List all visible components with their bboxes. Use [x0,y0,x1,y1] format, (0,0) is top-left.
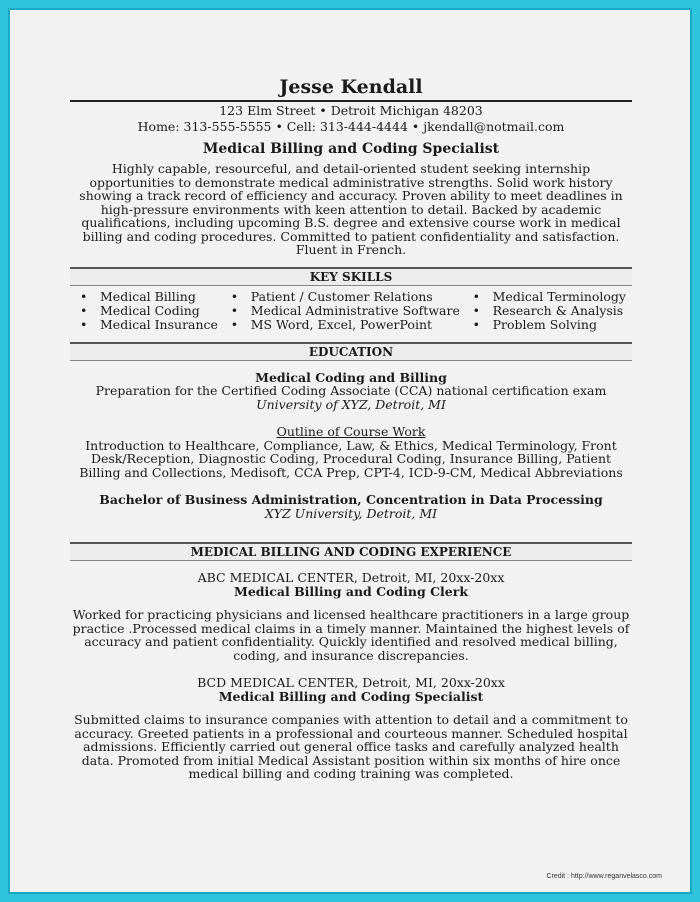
skill-item: • Research & Analysis [469,304,626,318]
job-2-description: Submitted claims to insurance companies with attention to detail and a commitment to accuracy. Greeted patients in a professional and courteous manner. Scheduled hospital admissions. Efficiently carried out general office tasks and carefully analyzed health data. Promoted from initial Medical Assistant position within six months of hire once medical billing and coding training was completed. [74,712,628,781]
education-program: Medical Coding and Billing [255,369,447,385]
summary-paragraph: Highly capable, resourceful, and detail-oriented student seeking internship opportunities to demonstrate medical administrative strengths. Solid work history showing a track record of efficiency and accuracy. Proven ability to meet deadlines in high-pressure environments with keen attention to detail. Backed by academic qualifications, including upcoming B.S. degree and extensive course work in medical billing and coding procedures. Committed to patient confidentiality and satisfaction. Fluent in French. [79,161,623,257]
job-1-employer: ABC MEDICAL CENTER, Detroit, MI, 20xx-20xx [197,570,505,585]
contact-phones-email: Home: 313-555-5555 • Cell: 313-444-4444 • jkendall@notmail.com [137,119,565,134]
course-outline-text: Introduction to Healthcare, Compliance, Law, & Ethics, Medical Terminology, Front Desk/Reception, Diagnostic Coding, Procedural Coding, Insurance Billing, Patient Billing and Collections, Medisoft, CCA Prep, CPT-4, ICD-9-CM, Medical Abbreviations [79,437,623,480]
skill-item: • Patient / Customer Relations [227,290,460,304]
skill-item: • Problem Solving [469,318,626,332]
skills-column-1 [76,290,218,332]
section-heading-experience: MEDICAL BILLING AND CODING EXPERIENCE [70,542,632,561]
education-program-school: University of XYZ, Detroit, MI [256,396,446,412]
skill-item: • MS Word, Excel, PowerPoint [227,318,460,332]
resume-headline: Medical Billing and Coding Specialist [202,141,500,157]
section-heading-education: EDUCATION [70,342,632,361]
skills-list [70,290,632,332]
skill-item: • Medical Insurance [76,318,218,332]
skills-column-2 [227,290,460,332]
education-degree: Bachelor of Business Administration, Concentration in Data Processing [99,492,603,507]
education-program-description: Preparation for the Certified Coding Associate (CCA) national certification exam [95,383,607,398]
resume-document [70,76,632,781]
skill-item: • Medical Administrative Software [227,304,460,318]
course-outline-title: Outline of Course Work [276,424,426,439]
job-1-description: Worked for practicing physicians and licensed healthcare practitioners in a large group practice .Processed medical claims in a timely manner. Maintained the highest levels of accuracy and patient confidentiality. Quickly identified and resolved medical billing, coding, and insurance discrepancies. [72,607,630,663]
education-degree-school: XYZ University, Detroit, MI [264,505,438,521]
page-frame [8,8,692,894]
image-credit: Credit : http://www.reganvelasco.com [546,873,662,880]
candidate-name: Jesse Kendall [70,76,632,102]
contact-address: 123 Elm Street • Detroit Michigan 48203 [219,103,483,118]
skills-column-3 [469,290,626,332]
job-2-employer: BCD MEDICAL CENTER, Detroit, MI, 20xx-20xx [197,675,505,690]
skill-item: • Medical Billing [76,290,218,304]
skill-item: • Medical Terminology [469,290,626,304]
job-1-title: Medical Billing and Coding Clerk [234,583,468,599]
job-2-title: Medical Billing and Coding Specialist [218,688,484,704]
skill-item: • Medical Coding [76,304,218,318]
section-heading-skills: KEY SKILLS [70,267,632,286]
